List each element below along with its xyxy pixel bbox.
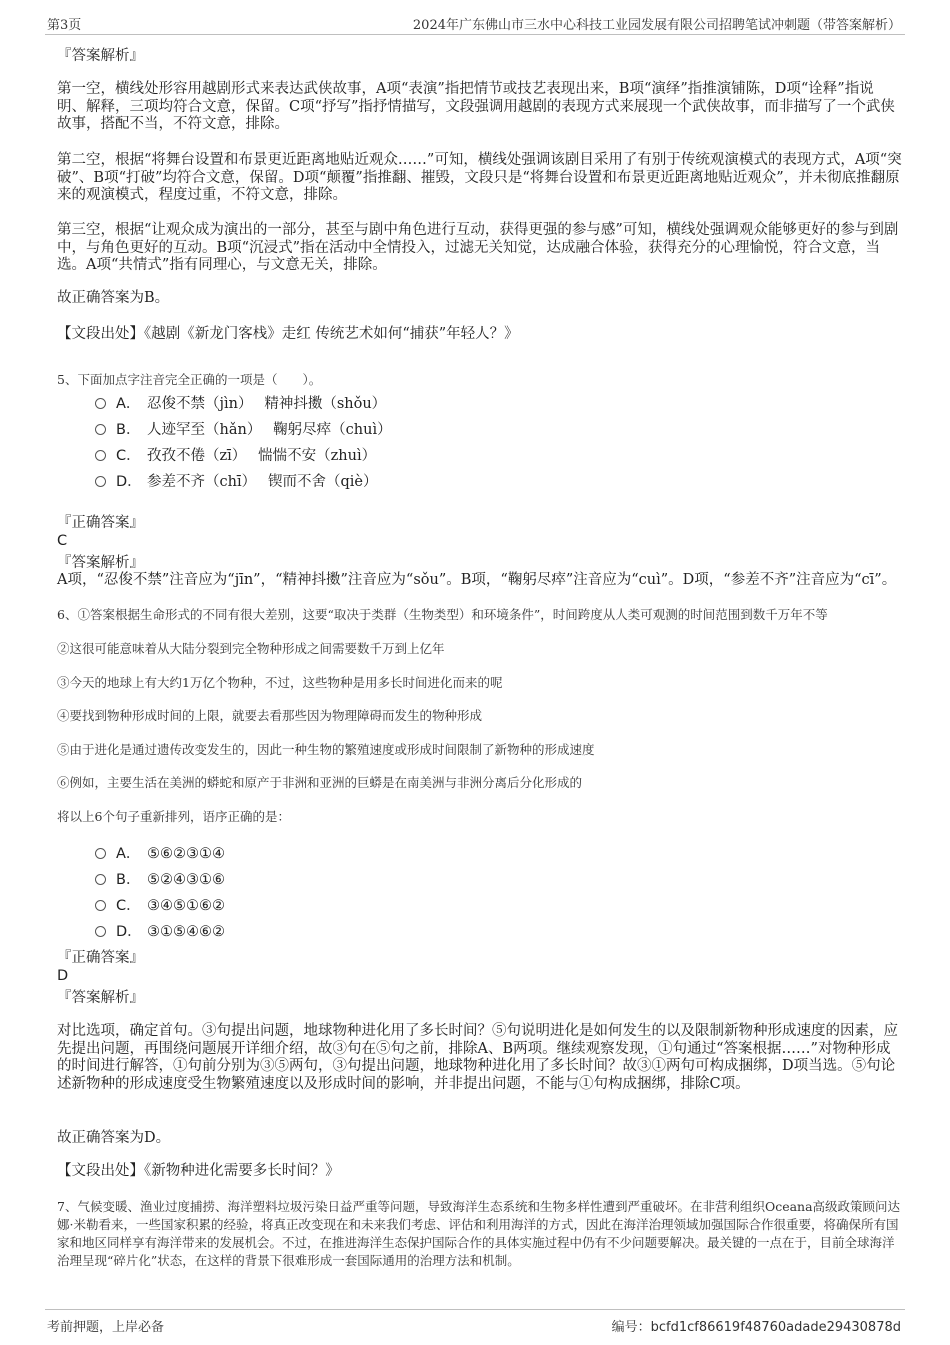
radio-icon[interactable] [95,398,106,409]
document-title: 2024年广东佛山市三水中心科技工业园发展有限公司招聘笔试冲刺题（带答案解析） [412,18,901,33]
q4-analysis-label: 『答案解析』 [57,48,144,64]
q6-option-b[interactable]: B． ⑤②④③①⑥ [95,871,225,889]
q6-sentence-6: ⑥例如，主要生活在美洲的蟒蛇和原产于非洲和亚洲的巨蟒是在南美洲与非洲分离后分化形成的 [57,775,583,790]
footer-slogan: 考前押题，上岸必备 [47,1320,165,1335]
document-code-value: bcfd1cf86619f48760adade29430878d [650,1320,901,1335]
q6-sentence-3: ③今天的地球上有大约1万亿个物种，不过，这些物种是用多长时间进化而来的呢 [57,675,503,690]
q6-conclusion: 故正确答案为D。 [57,1130,171,1146]
q6-answer-label: 『正确答案』 [57,950,144,966]
q5-option-a[interactable]: A． 忍俊不禁（jìn） 精神抖擞（shǒu） [95,395,386,413]
q6-option-a[interactable]: A． ⑤⑥②③①④ [95,845,225,863]
page-number: 第3页 [47,18,82,33]
q4-source: 【文段出处】《越剧《新龙门客栈》走红 传统艺术如何“捕获”年轻人？》 [57,326,519,342]
q6-analysis: 对比选项，确定首句。③句提出问题，地球物种进化用了多长时间？⑤句说明进化是如何发生的以及限制新物种形成速度的因素，应先提出问题，再围绕问题展开详细介绍，故③句在⑤句之前，排除A、B两项。继续观察发现，①句通过“答案根据……”对物种形成的时间进行解答，①句前分别为③⑤两句，③句提出问题，地球物种进化用了多长时间？故③①两句可构成捆绑，D项当选。⑤句论述新物种的形成速度受生物繁殖速度以及形成时间的影响，并非提出问题，不能与①句构成捆绑，排除C项。 [57,1023,898,1092]
q4-analysis-p2: 第二空，根据“将舞台设置和布景更近距离地贴近观众……”可知，横线处强调该剧目采用了有别于传统观演模式的表现方式，A项“突破”、B项“打破”均符合文意，保留。D项“颠覆”指推翻、摧毁，文段只是“将舞台设置和布景更近距离地贴近观众”，并未彻底推翻原来的观演模式，程度过重，不符文意，排除。 [57,152,902,203]
q6-analysis-label: 『答案解析』 [57,990,144,1006]
q5-analysis: A项，“忍俊不禁”注音应为“jīn”，“精神抖擞”注音应为“sǒu”。B项，“鞠躬尽瘁”注音应为“cuì”。D项，“参差不齐”注音应为“cī”。 [57,572,897,588]
q5-option-c[interactable]: C． 孜孜不倦（zī） 惴惴不安（zhuì） [95,447,376,465]
q5-option-d[interactable]: D． 参差不齐（chī） 锲而不舍（qiè） [95,473,377,491]
document-code-label: 编号： [611,1320,651,1335]
q4-analysis-p1: 第一空，横线处形容用越剧形式来表达武侠故事，A项“表演”指把情节或技艺表现出来，B项“演绎”指推演铺陈，D项“诠释”指说明、解释，三项均符合文意，保留。C项“抒写”指抒情描写，文段强调用越剧的表现方式来展现一个武侠故事，而非描写了一个武侠故事，搭配不当，不符文意，排除。 [57,81,895,132]
radio-icon[interactable] [95,926,106,937]
q6-source: 【文段出处】《新物种进化需要多长时间？》 [57,1163,340,1179]
q6-sentence-2: ②这很可能意味着从大陆分裂到完全物种形成之间需要数千万到上亿年 [57,641,445,656]
q5-stem: 5、下面加点字注音完全正确的一项是（ ）。 [57,372,322,387]
radio-icon[interactable] [95,424,106,435]
radio-icon[interactable] [95,900,106,911]
q6-sentence-5: ⑤由于进化是通过遗传改变发生的，因此一种生物的繁殖速度或形成时间限制了新物种的形成速度 [57,742,595,757]
page-footer [45,1309,905,1340]
q5-analysis-label: 『答案解析』 [57,555,144,571]
radio-icon[interactable] [95,848,106,859]
radio-icon[interactable] [95,874,106,885]
q5-answer: C [57,533,68,549]
q6-stem: 6、①答案根据生命形式的不同有很大差别，这要“取决于类群（生物类型）和环境条件”，时间跨度从人类可观测的时间范围到数千万年不等 [57,607,828,622]
q7-stem: 7、气候变暖、渔业过度捕捞、海洋塑料垃圾污染日益严重等问题，导致海洋生态系统和生物多样性遭到严重破坏。在非营利组织Oceana高级政策顾问达娜·米勒看来，一些国家积累的经验，将真正改变现在和未来我们考虑、评估和利用海洋的方式，因此在海洋治理领域加强国际合作很重要，将确保所有国家和地区同样享有海洋带来的发展机会。不过，在推进海洋生态保护国际合作的具体实施过程中仍有不少问题要解决。最关键的一点在于，目前全球海洋治理呈现“碎片化”状态，在这样的背景下很难形成一套国际通用的治理方法和机制。 [57,1199,901,1268]
q5-answer-label: 『正确答案』 [57,515,144,531]
q6-instruction: 将以上6个句子重新排列，语序正确的是： [57,809,290,824]
document-code [612,1316,901,1335]
radio-icon[interactable] [95,450,106,461]
q6-option-c[interactable]: C． ③④⑤①⑥② [95,897,225,915]
q6-option-d[interactable]: D． ③①⑤④⑥② [95,923,225,941]
radio-icon[interactable] [95,476,106,487]
q5-option-b[interactable]: B． 人迹罕至（hǎn） 鞠躬尽瘁（chuì） [95,421,392,439]
q6-answer: D [57,968,69,984]
q4-conclusion: 故正确答案为B。 [57,290,170,306]
page-header [45,10,905,35]
q6-sentence-4: ④要找到物种形成时间的上限，就要去看那些因为物理障碍而发生的物种形成 [57,708,483,723]
q4-analysis-p3: 第三空，根据“让观众成为演出的一部分，甚至与剧中角色进行互动，获得更强的参与感”可知，横线处强调观众能够更好的参与到剧中，与角色更好的互动。B项“沉浸式”指在活动中全情投入，过滤无关知觉，达成融合体验，获得充分的心理愉悦，符合文意，当选。A项“共情式”指有同理心，与文意无关，排除。 [57,222,899,273]
